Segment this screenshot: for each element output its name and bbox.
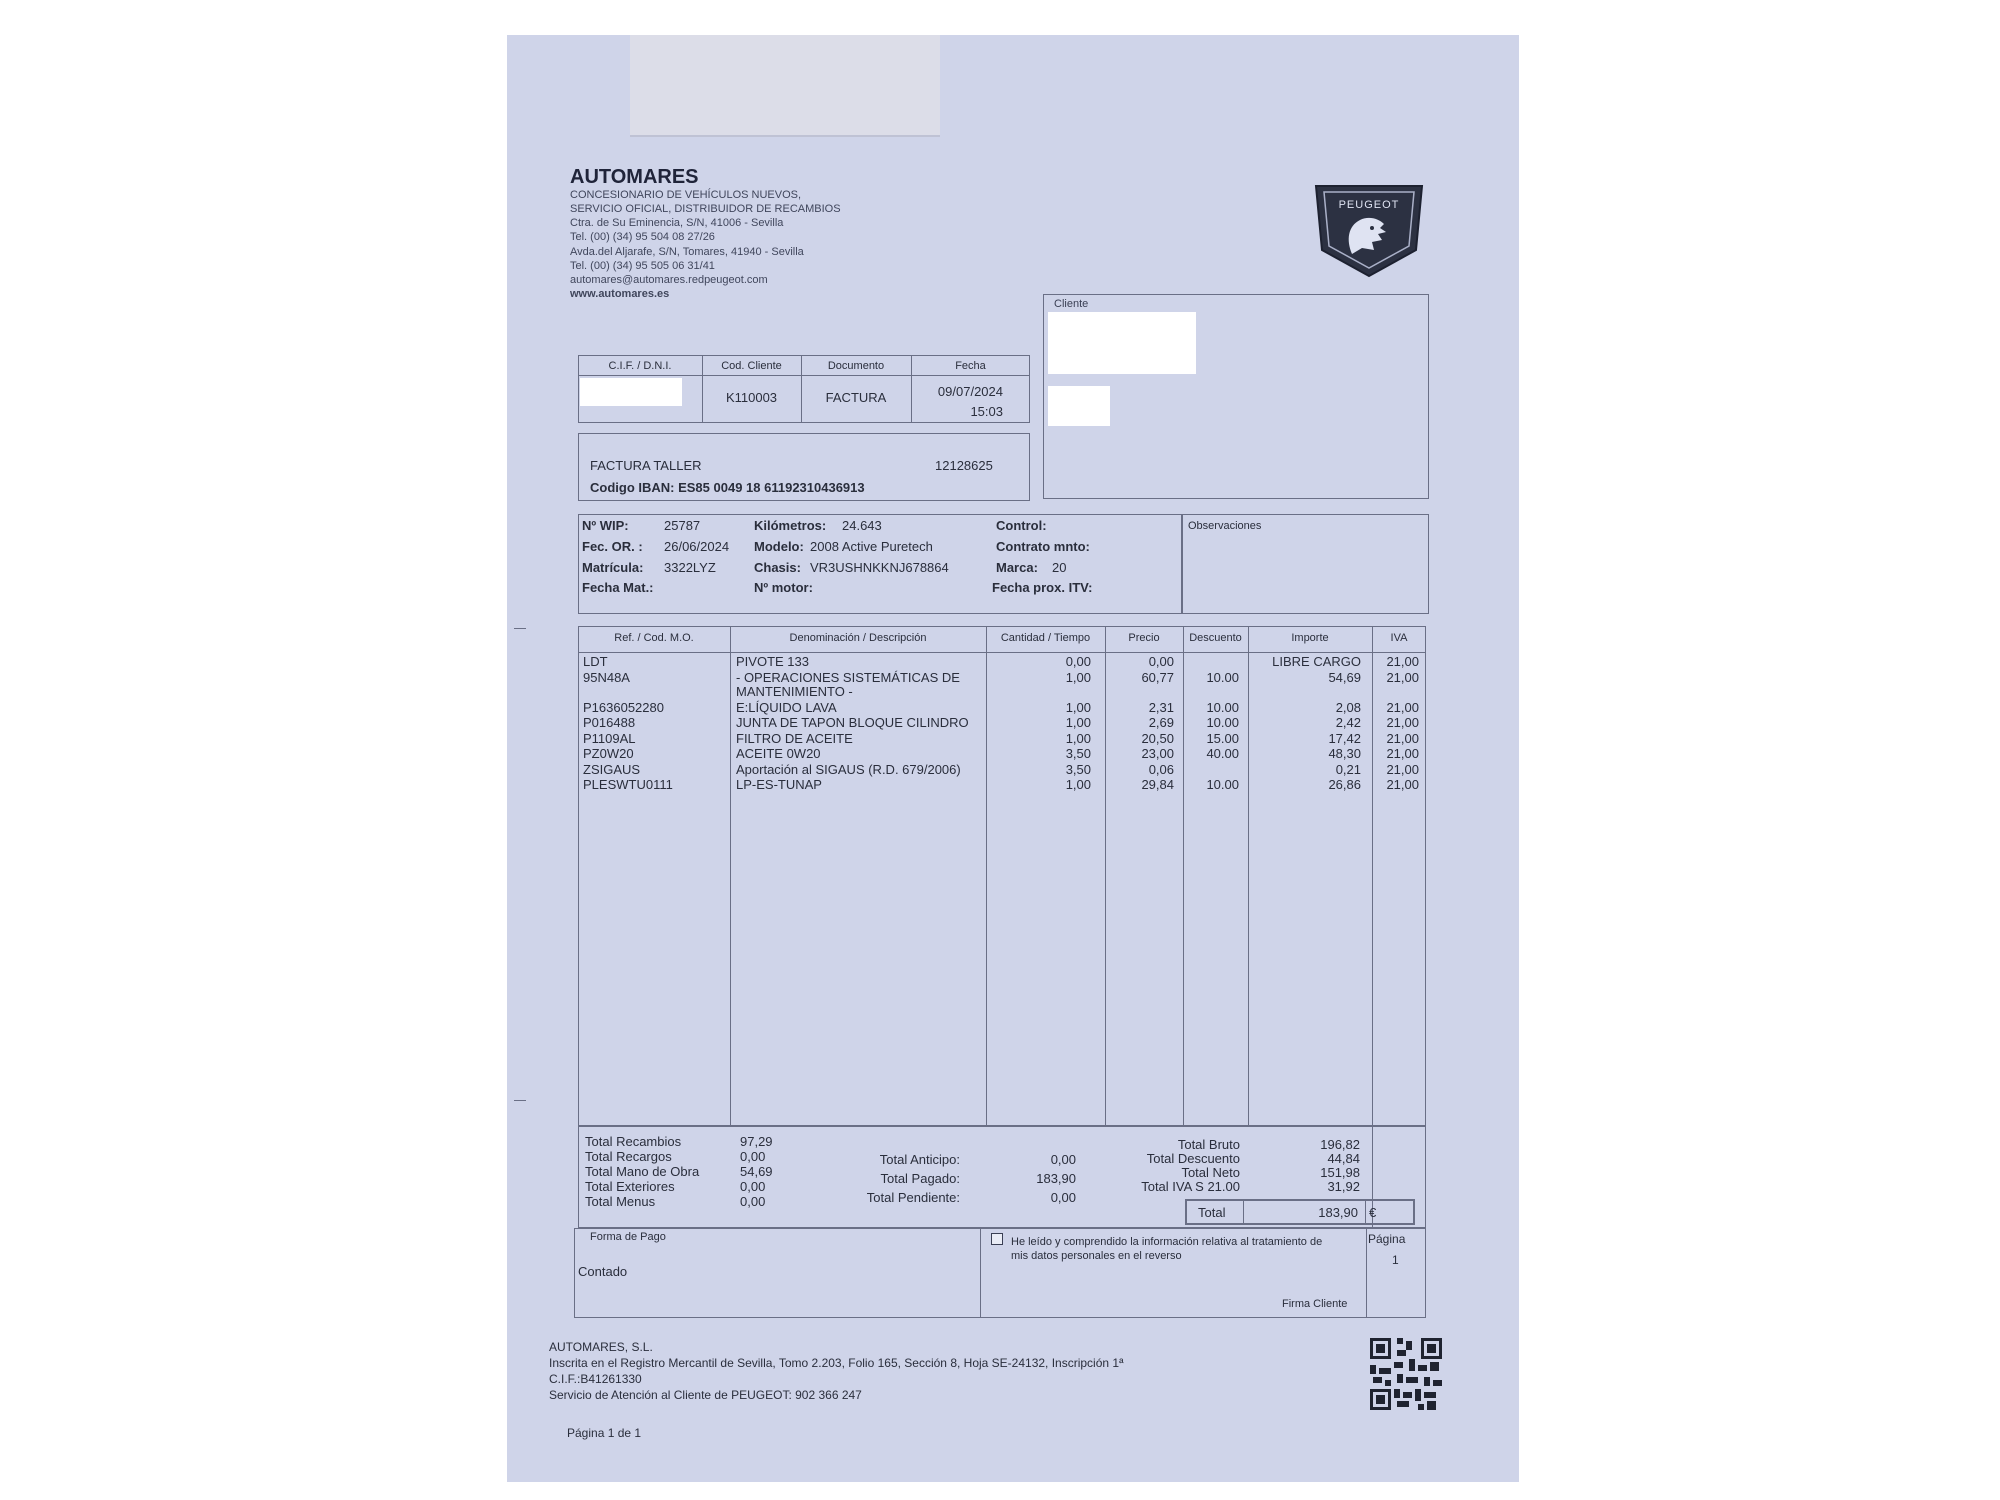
item-ref: P016488 <box>583 715 636 730</box>
contract-label: Contrato mnto: <box>996 539 1090 554</box>
document-type: FACTURA <box>825 390 887 405</box>
col-header: C.I.F. / D.N.I. <box>608 360 672 372</box>
company-line: Ctra. de Su Eminencia, S/N, 41006 - Sevilla <box>570 217 784 229</box>
total-value: 0,00 <box>740 1149 766 1164</box>
footer-line: Servicio de Atención al Cliente de PEUGEOT: 902 366 247 <box>549 1388 862 1402</box>
col-header-ref: Ref. / Cod. M.O. <box>614 632 694 644</box>
footer-line: AUTOMARES, S.L. <box>549 1340 653 1354</box>
total-label: Total Mano de Obra <box>585 1164 700 1179</box>
summary-label: Total Bruto <box>1177 1137 1240 1152</box>
col-header: Cod. Cliente <box>721 360 782 372</box>
item-ref: P1109AL <box>583 731 636 746</box>
brand-label: Marca: <box>996 560 1038 575</box>
item-amount: 0,21 <box>1335 762 1361 777</box>
page-value: 1 <box>1392 1253 1399 1267</box>
item-discount: 10.00 <box>1206 700 1239 715</box>
client-label: Cliente <box>1054 298 1089 310</box>
item-ref: ZSIGAUS <box>583 762 641 777</box>
invoice-date: 09/07/2024 <box>937 384 1003 399</box>
model-label: Modelo: <box>754 539 804 554</box>
item-ref: PZ0W20 <box>583 746 634 761</box>
footer-page-number: Página 1 de 1 <box>567 1426 642 1440</box>
col-header-price: Precio <box>1128 632 1160 644</box>
km-value: 24.643 <box>842 518 882 533</box>
total-label: Total Exteriores <box>585 1179 675 1194</box>
invoice-time: 15:03 <box>970 404 1003 419</box>
footer-line: Inscrita en el Registro Mercantil de Sevilla, Tomo 2.203, Folio 165, Sección 8, Hoja SE-24132, Inscripción 1ª <box>549 1356 1124 1370</box>
item-description: FILTRO DE ACEITE <box>736 731 853 746</box>
item-description: ACEITE 0W20 <box>736 746 821 761</box>
iban: Codigo IBAN: ES85 0049 18 61192310436913 <box>590 480 865 495</box>
client-code: K110003 <box>725 390 778 405</box>
item-amount: 26,86 <box>1328 777 1361 792</box>
company-line: Tel. (00) (34) 95 504 08 27/26 <box>570 231 715 243</box>
redaction <box>1048 386 1110 426</box>
summary-label: Total Descuento <box>1146 1151 1240 1166</box>
item-vat: 21,00 <box>1386 715 1419 730</box>
chassis-value: VR3USHNKKNJ678864 <box>810 560 949 575</box>
item-discount: 15.00 <box>1206 731 1239 746</box>
consent-text: mis datos personales en el reverso <box>1011 1250 1182 1262</box>
payment-label: Total Pendiente: <box>866 1190 960 1205</box>
fecor-label: Fec. OR. : <box>582 539 643 554</box>
grand-total-value: 183,90 <box>1318 1205 1358 1220</box>
total-label: Total Recargos <box>585 1149 672 1164</box>
item-amount: 2,08 <box>1335 700 1361 715</box>
col-header-qty: Cantidad / Tiempo <box>1000 632 1091 644</box>
observations-label: Observaciones <box>1188 520 1262 532</box>
item-ref: LDT <box>583 654 608 669</box>
item-description: Aportación al SIGAUS (R.D. 679/2006) <box>736 762 961 777</box>
invoice-number: 12128625 <box>935 458 993 473</box>
item-quantity: 3,50 <box>1065 746 1091 761</box>
company-line: automares@automares.redpeugeot.com <box>570 274 768 286</box>
item-vat: 21,00 <box>1386 654 1419 669</box>
total-value: 97,29 <box>740 1134 773 1149</box>
item-price: 0,00 <box>1148 654 1174 669</box>
item-price: 60,77 <box>1141 670 1174 685</box>
total-label: Total Recambios <box>585 1134 682 1149</box>
item-discount: 10.00 <box>1206 715 1239 730</box>
item-discount: 40.00 <box>1206 746 1239 761</box>
item-price: 0,06 <box>1148 762 1174 777</box>
item-amount: 54,69 <box>1328 670 1361 685</box>
plate-label: Matrícula: <box>582 560 644 575</box>
company-line: Tel. (00) (34) 95 505 06 31/41 <box>570 260 715 272</box>
payment-label: Total Anticipo: <box>879 1152 960 1167</box>
item-quantity: 1,00 <box>1065 715 1091 730</box>
brand-value: 20 <box>1052 560 1067 575</box>
company-line: SERVICIO OFICIAL, DISTRIBUIDOR DE RECAMBIOS <box>570 203 841 215</box>
payment-value: 0,00 <box>1050 1152 1076 1167</box>
qr-code <box>1370 1338 1442 1410</box>
wip-value: 25787 <box>664 518 701 533</box>
reg-date-label: Fecha Mat.: <box>582 580 654 595</box>
item-amount: 2,42 <box>1335 715 1361 730</box>
summary-label: Total IVA S 21.00 <box>1141 1179 1240 1194</box>
item-ref: P1636052280 <box>583 700 664 715</box>
payment-value: 183,90 <box>1036 1171 1076 1186</box>
payment-method-label: Forma de Pago <box>590 1231 666 1243</box>
km-label: Kilómetros: <box>754 518 827 533</box>
item-description: E:LÍQUIDO LAVA <box>736 700 837 715</box>
itv-label: Fecha prox. ITV: <box>992 580 1093 595</box>
summary-label: Total Neto <box>1181 1165 1240 1180</box>
item-price: 20,50 <box>1141 731 1174 746</box>
paper-fold <box>630 35 940 137</box>
total-value: 54,69 <box>740 1164 773 1179</box>
item-quantity: 1,00 <box>1065 777 1091 792</box>
consent-checkbox[interactable] <box>991 1233 1003 1245</box>
col-header-amount: Importe <box>1291 632 1329 644</box>
engine-label: Nº motor: <box>754 580 813 595</box>
currency-symbol: € <box>1369 1205 1377 1220</box>
item-description: JUNTA DE TAPON BLOQUE CILINDRO <box>736 715 969 730</box>
page-label: Página <box>1368 1232 1406 1246</box>
payment-method-value: Contado <box>578 1264 628 1279</box>
col-header-desc: Denominación / Descripción <box>789 632 927 644</box>
col-header: Fecha <box>955 360 986 372</box>
item-vat: 21,00 <box>1386 777 1419 792</box>
item-quantity: 1,00 <box>1065 731 1091 746</box>
company-name: AUTOMARES <box>570 166 699 188</box>
col-header-vat: IVA <box>1390 632 1408 644</box>
item-amount: LIBRE CARGO <box>1272 654 1361 669</box>
item-vat: 21,00 <box>1386 762 1419 777</box>
col-header: Documento <box>827 360 885 372</box>
item-quantity: 0,00 <box>1065 654 1091 669</box>
signature-label: Firma Cliente <box>1282 1298 1348 1310</box>
item-amount: 48,30 <box>1328 746 1361 761</box>
item-quantity: 1,00 <box>1065 700 1091 715</box>
item-description: MANTENIMIENTO - <box>736 684 853 699</box>
item-vat: 21,00 <box>1386 670 1419 685</box>
control-label: Control: <box>996 518 1047 533</box>
item-price: 29,84 <box>1141 777 1174 792</box>
item-amount: 17,42 <box>1328 731 1361 746</box>
wip-label: Nº WIP: <box>582 518 629 533</box>
plate-value: 3322LYZ <box>664 560 716 575</box>
company-line: Avda.del Aljarafe, S/N, Tomares, 41940 - Sevilla <box>570 246 804 258</box>
consent-text: He leído y comprendido la información relativa al tratamiento de <box>1011 1236 1323 1248</box>
margin-tick <box>514 1100 526 1101</box>
footer-line: C.I.F.:B41261330 <box>549 1372 642 1386</box>
item-ref: PLESWTU0111 <box>583 777 673 792</box>
total-value: 0,00 <box>740 1179 766 1194</box>
item-vat: 21,00 <box>1386 700 1419 715</box>
company-website: www.automares.es <box>570 288 670 300</box>
redaction <box>580 378 682 406</box>
item-discount: 10.00 <box>1206 670 1239 685</box>
item-price: 2,69 <box>1148 715 1174 730</box>
item-vat: 21,00 <box>1386 731 1419 746</box>
payment-value: 0,00 <box>1050 1190 1076 1205</box>
fecor-value: 26/06/2024 <box>664 539 730 554</box>
payment-label: Total Pagado: <box>880 1171 960 1186</box>
company-line: CONCESIONARIO DE VEHÍCULOS NUEVOS, <box>570 189 802 201</box>
brand-text: PEUGEOT <box>1338 199 1400 211</box>
item-quantity: 3,50 <box>1065 762 1091 777</box>
item-ref: 95N48A <box>583 670 630 685</box>
grand-total-label: Total <box>1198 1205 1226 1220</box>
total-value: 0,00 <box>740 1194 766 1209</box>
item-description: LP-ES-TUNAP <box>736 777 822 792</box>
item-description: - OPERACIONES SISTEMÁTICAS DE <box>736 670 960 685</box>
peugeot-logo <box>1312 178 1426 280</box>
item-quantity: 1,00 <box>1065 670 1091 685</box>
chassis-label: Chasis: <box>754 560 801 575</box>
summary-value: 151,98 <box>1320 1165 1360 1180</box>
item-description: PIVOTE 133 <box>736 654 809 669</box>
total-label: Total Menus <box>585 1194 656 1209</box>
summary-value: 196,82 <box>1320 1137 1360 1152</box>
item-price: 23,00 <box>1141 746 1174 761</box>
model-value: 2008 Active Puretech <box>810 539 933 554</box>
item-vat: 21,00 <box>1386 746 1419 761</box>
item-discount: 10.00 <box>1206 777 1239 792</box>
col-header-discount: Descuento <box>1189 632 1242 644</box>
item-price: 2,31 <box>1148 700 1174 715</box>
summary-value: 44,84 <box>1327 1151 1360 1166</box>
margin-tick <box>514 628 526 629</box>
invoice-kind: FACTURA TALLER <box>590 458 702 473</box>
redaction <box>1048 312 1196 374</box>
summary-value: 31,92 <box>1327 1179 1360 1194</box>
